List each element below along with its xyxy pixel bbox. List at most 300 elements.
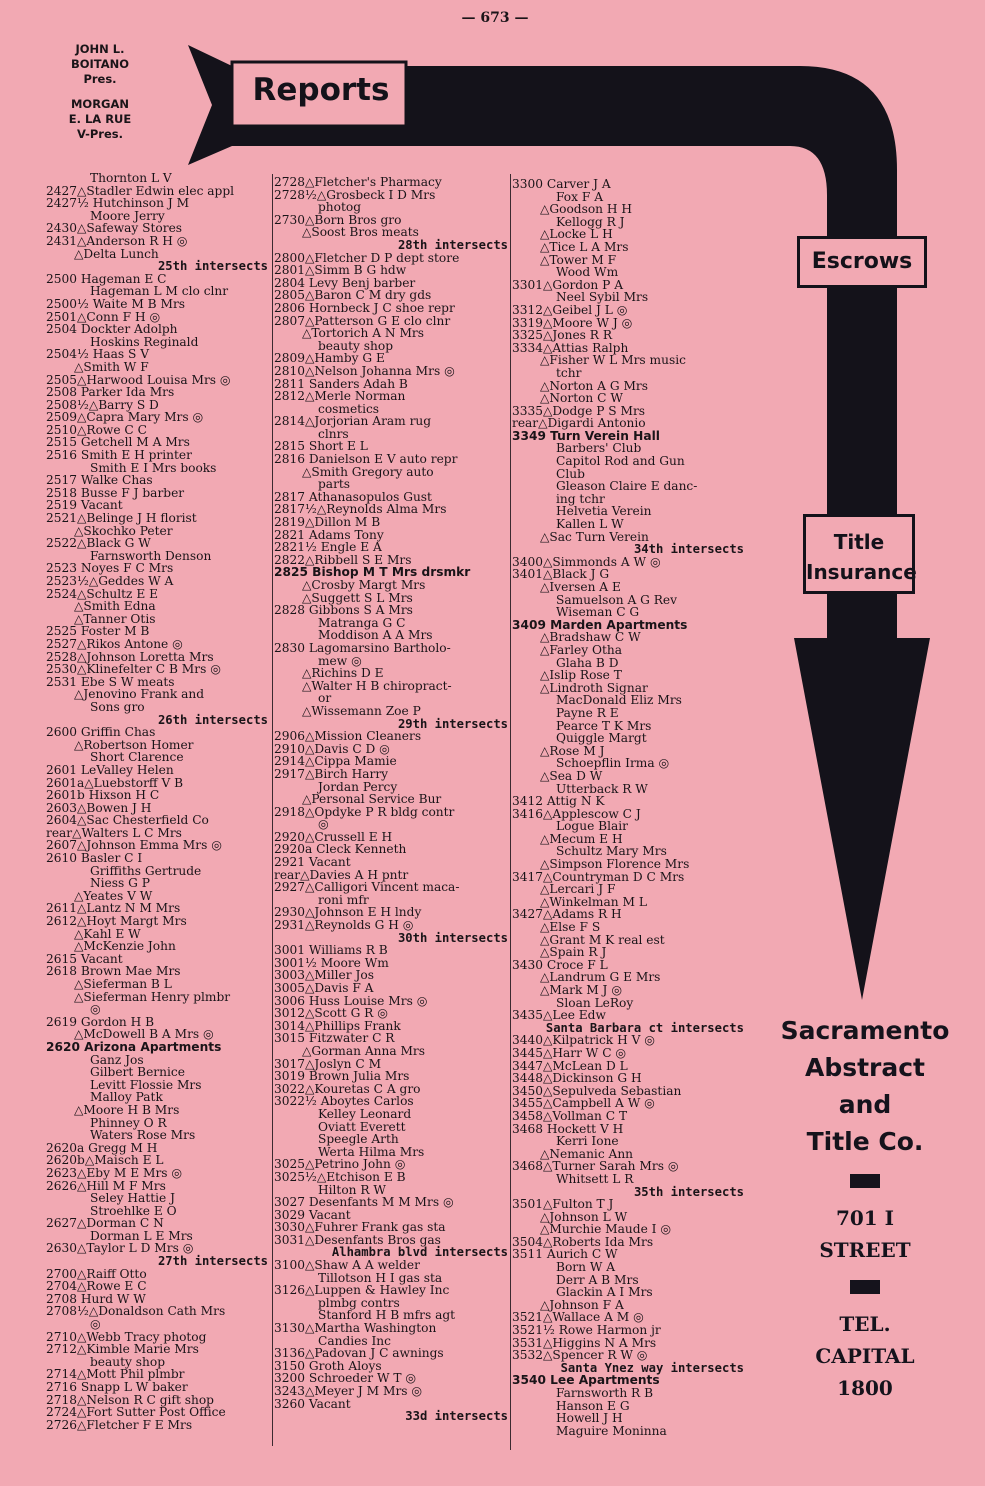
- page-number: — 673 —: [461, 10, 529, 26]
- directory-resident: Hanson E G: [556, 1398, 630, 1413]
- directory-entry: 2931△Reynolds G H ◎: [274, 918, 414, 933]
- reports-label: Reports: [252, 72, 390, 108]
- directory-resident: △McKenzie John: [74, 939, 176, 954]
- directory-entry: 2921 Vacant: [274, 855, 351, 870]
- directory-entry: 2523½△Geddes W A: [46, 574, 174, 588]
- directory-entry: 3136△Padovan J C awnings: [274, 1346, 444, 1361]
- directory-resident: parts: [318, 477, 351, 492]
- directory-entry: 2427½ Hutchinson J M: [46, 196, 190, 211]
- directory-resident: clnrs: [318, 426, 349, 441]
- directory-resident: △Smith Gregory auto: [302, 464, 434, 479]
- directory-entry: 2430△Safeway Stores: [46, 221, 183, 236]
- directory-entry: 3521△Wallace A M ◎: [512, 1310, 644, 1325]
- directory-resident: △Else F S: [540, 920, 601, 935]
- directory-resident: △Tower M F: [540, 252, 617, 267]
- company-line-2: Abstract: [804, 1053, 926, 1082]
- directory-entry: 2500 Hageman E C: [46, 271, 167, 286]
- directory-resident: Tillotson H I gas sta: [318, 1270, 443, 1285]
- vp-title: V-Pres.: [77, 127, 123, 141]
- directory-resident: photog: [318, 200, 362, 215]
- directory-entry: 2501△Conn F H ◎: [46, 309, 161, 324]
- directory-resident: △Smith W F: [74, 359, 149, 374]
- street-intersection-heading: 30th intersects: [397, 930, 508, 945]
- phone-line-2: CAPITAL: [815, 1344, 915, 1368]
- directory-entry: 2906△Mission Cleaners: [274, 729, 422, 744]
- directory-resident: tchr: [556, 365, 582, 380]
- directory-entry: 2704△Rowe E C: [46, 1279, 147, 1294]
- directory-resident: Glaha B D: [556, 655, 619, 670]
- directory-resident: △Goodson H H: [540, 202, 633, 217]
- directory-entry: 3012△Scott G R ◎: [274, 1006, 388, 1021]
- vp-name-line-2: E. LA RUE: [68, 112, 132, 126]
- directory-entry: 2509△Capra Mary Mrs ◎: [46, 410, 204, 425]
- street-intersection-heading: 28th intersects: [397, 237, 508, 252]
- directory-resident: △Fisher W L Mrs music: [540, 353, 686, 368]
- directory-entry: 2427△Stadler Edwin elec appl: [46, 183, 235, 198]
- directory-entry: 2612△Hoyt Margt Mrs: [46, 914, 187, 929]
- directory-entry: 2730△Born Bros gro: [274, 212, 402, 227]
- directory-resident: △Skochko Peter: [74, 523, 173, 538]
- directory-entry: 3521½ Rowe Harmon jr: [512, 1323, 661, 1338]
- directory-entry: 3260 Vacant: [274, 1396, 351, 1411]
- directory-entry: 3447△McLean D L: [512, 1058, 628, 1073]
- directory-entry: 3468△Turner Sarah Mrs ◎: [512, 1159, 679, 1174]
- directory-entry: 2516 Smith E H printer: [46, 448, 192, 463]
- directory-entry: 2712△Kimble Marie Mrs: [46, 1342, 199, 1357]
- directory-entry: 2917△Birch Harry: [274, 766, 389, 781]
- directory-entry: 2816 Danielson E V auto repr: [274, 452, 458, 467]
- directory-entry: 3334△Attias Ralph: [512, 340, 629, 355]
- directory-entry: 3126△Luppen & Hawley Inc: [274, 1283, 450, 1298]
- directory-resident: △Murchie Maude I ◎: [540, 1222, 671, 1237]
- directory-entry: 2830 Lagomarsino Bartholo-: [274, 640, 451, 655]
- directory-entry: 2809△Hamby G E: [274, 351, 385, 366]
- directory-resident: Moore Jerry: [90, 208, 165, 223]
- directory-resident: △Lercari J F: [540, 882, 616, 897]
- title-insurance-line-1: Title: [833, 530, 885, 554]
- directory-entry: 2817 Athanasopulos Gust: [274, 489, 432, 504]
- directory-resident: Farnsworth Denson: [90, 548, 212, 563]
- directory-resident: Farnsworth R B: [556, 1386, 654, 1400]
- directory-entry: 2620b△Maisch E L: [46, 1153, 164, 1168]
- directory-resident: Wiseman C G: [556, 605, 640, 620]
- directory-entry: 2508½△Barry S D: [46, 397, 159, 412]
- directory-entry: 3003△Miller Jos: [274, 968, 374, 983]
- directory-entry: 2521△Belinge J H florist: [46, 511, 197, 526]
- directory-entry: 3025½△Etchison E B: [274, 1169, 406, 1184]
- directory-resident: Levitt Flossie Mrs: [90, 1077, 202, 1092]
- directory-entry: 2910△Davis C D ◎: [274, 741, 390, 756]
- directory-resident: Fox F A: [556, 189, 604, 204]
- directory-resident: △Simpson Florence Mrs: [540, 857, 690, 872]
- divider-bar: [850, 1280, 880, 1294]
- directory-entry: 2805△Baron C M dry gds: [274, 288, 432, 303]
- directory-entry: 3200 Schroeder W T ◎: [274, 1371, 417, 1386]
- directory-entry: 3468 Hockett V H: [512, 1121, 624, 1136]
- directory-entry: 3417△Countryman D C Mrs: [512, 869, 685, 884]
- directory-entry: 3416△Applescow C J: [512, 806, 641, 821]
- directory-resident: △Winkelman M L: [540, 894, 647, 909]
- directory-entry: 3312△Geibel J L ◎: [512, 302, 628, 317]
- directory-entry: 3030△Fuhrer Frank gas sta: [274, 1220, 446, 1235]
- directory-entry: 2611△Lantz N M Mrs: [46, 901, 181, 916]
- directory-resident: Moddison A A Mrs: [318, 628, 433, 643]
- directory-entry: 3015 Fitzwater C R: [274, 1031, 395, 1046]
- directory-resident: Capitol Rod and Gun: [556, 454, 685, 469]
- directory-entry: 3022△Kouretas C A gro: [274, 1081, 421, 1096]
- directory-resident: cosmetics: [318, 401, 380, 416]
- directory-resident: △Yeates V W: [74, 888, 153, 903]
- directory-resident: △Walter H B chiropract-: [302, 678, 452, 693]
- directory-resident: Kellogg R J: [556, 214, 625, 229]
- directory-resident: △Grant M K real est: [540, 932, 665, 947]
- directory-entry: rear△Davies A H pntr: [274, 867, 409, 882]
- directory-resident: △Moore H B Mrs: [74, 1102, 180, 1117]
- directory-resident: △Spain R J: [540, 945, 607, 960]
- directory-entry: 2920△Crussell E H: [274, 829, 393, 844]
- directory-entry: 2822△Ribbell S E Mrs: [274, 552, 412, 567]
- directory-entry: 2601a△Luebstorff V B: [46, 775, 184, 790]
- directory-resident: Sloan LeRoy: [556, 995, 634, 1010]
- president-name-line-1: JOHN L.: [75, 42, 125, 56]
- directory-resident: Howell J H: [556, 1411, 623, 1426]
- directory-resident: Oviatt Everett: [318, 1119, 406, 1134]
- directory-resident: Griffiths Gertrude: [90, 863, 202, 878]
- title-insurance-label: [803, 514, 915, 594]
- directory-resident: Neel Sybil Mrs: [556, 290, 649, 305]
- directory-entry: 3448△Dickinson G H: [512, 1071, 642, 1086]
- directory-entry: 2728½△Grosbeck I D Mrs: [274, 187, 436, 202]
- directory-resident: △Nemanic Ann: [540, 1146, 634, 1161]
- directory-resident: △Wissemann Zoe P: [302, 703, 421, 718]
- directory-entry: 2504 Dockter Adolph: [46, 322, 178, 337]
- directory-resident: Quiggle Margt: [556, 731, 647, 746]
- directory-entry: 2531 Ebe S W meats: [46, 674, 175, 689]
- directory-resident: Waters Rose Mrs: [90, 1128, 196, 1143]
- directory-entry: 3435△Lee Edw: [512, 1008, 606, 1023]
- address-line-1: 701 I: [835, 1206, 895, 1230]
- directory-entry: 2920a Cleck Kenneth: [274, 842, 407, 857]
- directory-entry: 2800△Fletcher D P dept store: [274, 250, 460, 265]
- directory-entry: 2527△Rikos Antone ◎: [46, 636, 183, 651]
- directory-entry: 3017△Joslyn C M: [274, 1056, 382, 1071]
- directory-entry: 3325△Jones R R: [512, 328, 613, 343]
- directory-resident: beauty shop: [90, 1354, 166, 1369]
- directory-entry: 3150 Groth Aloys: [274, 1358, 382, 1373]
- directory-entry: 3005△Davis F A: [274, 981, 374, 995]
- directory-entry: rear△Digardi Antonio: [512, 416, 646, 431]
- directory-entry: 3301△Gordon P A: [512, 277, 624, 292]
- directory-entry: 2530△Klinefelter C B Mrs ◎: [46, 662, 221, 677]
- directory-resident: △Iversen A E: [540, 580, 621, 594]
- directory-resident: Derr A B Mrs: [556, 1272, 639, 1287]
- directory-entry: 3019 Brown Julia Mrs: [274, 1069, 410, 1084]
- directory-resident: Short Clarence: [90, 750, 184, 765]
- directory-resident: Speegle Arth: [318, 1132, 399, 1147]
- directory-resident: △Soost Bros meats: [302, 225, 419, 240]
- directory-resident: △Personal Service Bur: [302, 792, 442, 807]
- directory-entry: 3335△Dodge P S Mrs: [512, 403, 646, 418]
- directory-resident: Schoepflin Irma ◎: [556, 756, 670, 771]
- directory-entry: 2522△Black G W: [46, 536, 151, 551]
- directory-entry: 2626△Hill M F Mrs: [46, 1178, 166, 1193]
- directory-entry: 2601 LeValley Helen: [46, 762, 174, 777]
- directory-entry: 2804 Levy Benj barber: [274, 275, 416, 290]
- company-line-4: Title Co.: [806, 1127, 924, 1156]
- directory-entry: 3400△Simmonds A W ◎: [512, 554, 661, 569]
- directory-resident: roni mfr: [318, 892, 369, 907]
- directory-resident: △Richins D E: [302, 666, 384, 681]
- president-name-line-2: BOITANO: [70, 57, 130, 71]
- directory-entry: 2518 Busse F J barber: [46, 485, 185, 500]
- directory-entry: 2627△Dorman C N: [46, 1216, 164, 1231]
- vp-name-line-1: MORGAN: [70, 97, 130, 111]
- directory-entry: 2819△Dillon M B: [274, 515, 381, 530]
- directory-resident: Schultz Mary Mrs: [556, 844, 667, 859]
- directory-entry: 2500½ Waite M B Mrs: [46, 296, 186, 311]
- directory-entry: 2728△Fletcher's Pharmacy: [274, 175, 442, 189]
- directory-resident: Gleason Claire E danc-: [556, 479, 698, 494]
- directory-entry: 3006 Huss Louise Mrs ◎: [274, 993, 428, 1008]
- company-block: [765, 1012, 965, 1404]
- directory-entry: 2618 Brown Mae Mrs: [46, 964, 181, 979]
- directory-entry: 2517 Walke Chas: [46, 473, 153, 488]
- directory-entry: 3025△Petrino John ◎: [274, 1157, 406, 1172]
- column-rule: [272, 174, 273, 1446]
- directory-resident: △Tortorich A N Mrs: [302, 326, 424, 341]
- directory-resident: Glackin A I Mrs: [556, 1285, 653, 1300]
- phone-line-3: 1800: [837, 1376, 893, 1400]
- directory-resident: △Kahl E W: [74, 926, 141, 941]
- divider-bar: [850, 1174, 880, 1188]
- directory-resident: △Norton C W: [540, 391, 623, 406]
- directory-entry: 3412 Attig N K: [512, 794, 605, 809]
- directory-resident: △Islip Rose T: [540, 668, 622, 683]
- directory-entry: 3001 Williams R B: [274, 943, 388, 958]
- directory-resident: △Delta Lunch: [74, 246, 159, 261]
- directory-entry: 2528△Johnson Loretta Mrs: [46, 649, 214, 664]
- directory-building-entry: 3349 Turn Verein Hall: [512, 428, 660, 443]
- directory-resident: △Sieferman Henry plmbr: [74, 989, 231, 1004]
- directory-resident: △Johnson L W: [540, 1209, 628, 1224]
- directory-resident: Hageman L M clo clnr: [90, 284, 229, 299]
- directory-resident: Gilbert Bernice: [90, 1065, 185, 1080]
- directory-resident: Helvetia Verein: [556, 504, 652, 519]
- directory-resident: Maguire Moninna: [556, 1423, 667, 1438]
- directory-resident: Born W A: [556, 1260, 616, 1275]
- directory-entry: 2630△Taylor L D Mrs ◎: [46, 1241, 194, 1256]
- directory-entry: 2714△Mott Phil plmbr: [46, 1367, 185, 1382]
- directory-resident: Samuelson A G Rev: [556, 592, 678, 607]
- directory-entry: 2504½ Haas S V: [46, 347, 150, 362]
- directory-entry: 2431△Anderson R H ◎: [46, 233, 188, 248]
- directory-entry: 3001½ Moore Wm: [274, 955, 389, 970]
- directory-entry: 3029 Vacant: [274, 1207, 351, 1222]
- directory-entry: 2718△Nelson R C gift shop: [46, 1392, 214, 1407]
- street-intersection-heading: 33d intersects: [405, 1409, 508, 1424]
- directory-resident: Utterback R W: [556, 781, 648, 796]
- directory-resident: Dorman L E Mrs: [90, 1228, 193, 1243]
- directory-resident: Hilton R W: [318, 1182, 386, 1197]
- directory-resident: △Suggett S L Mrs: [302, 590, 413, 605]
- directory-entry: 2524△Schultz E E: [46, 586, 159, 601]
- directory-entry: 2806 Hornbeck J C shoe repr: [274, 300, 455, 315]
- street-intersection-heading: 25th intersects: [157, 259, 268, 274]
- directory-resident: Pearce T K Mrs: [556, 718, 652, 733]
- directory-entry: 3511 Aurich C W: [512, 1247, 618, 1262]
- directory-entry: 2620a Gregg M H: [46, 1140, 158, 1155]
- directory-building-entry: 3540 Lee Apartments: [512, 1373, 660, 1388]
- directory-entry: rear△Walters L C Mrs: [46, 825, 182, 840]
- directory-entry: 2810△Nelson Johanna Mrs ◎: [274, 363, 455, 378]
- directory-resident: △Lindroth Signar: [540, 680, 648, 695]
- directory-entry: 3427△Adams R H: [512, 907, 622, 922]
- directory-resident: △Norton A G Mrs: [540, 378, 649, 393]
- directory-resident: Niess G P: [90, 876, 150, 891]
- directory-entry: 3300 Carver J A: [512, 177, 611, 191]
- street-intersection-heading: Santa Ynez way intersects: [560, 1360, 744, 1375]
- directory-resident: Payne R E: [556, 705, 619, 720]
- directory-resident: △Locke L H: [540, 227, 613, 242]
- street-intersection-heading: Santa Barbara ct intersects: [545, 1020, 744, 1035]
- directory-resident: △Tice L A Mrs: [540, 239, 629, 254]
- directory-resident: Stanford H B mfrs agt: [318, 1308, 456, 1323]
- directory-entry: 3532△Spencer R W ◎: [512, 1348, 648, 1363]
- directory-resident: Phinney O R: [90, 1115, 167, 1130]
- directory-entry: 3401△Black J G: [512, 567, 610, 582]
- directory-resident: Stroehlke E O: [90, 1203, 177, 1218]
- directory-resident: Thornton L V: [90, 171, 172, 185]
- phone-line-1: TEL.: [839, 1312, 891, 1336]
- directory-resident: beauty shop: [318, 338, 394, 353]
- directory-resident: ◎: [318, 817, 329, 832]
- president-title: Pres.: [83, 72, 117, 86]
- directory-entry: 2601b Hixson H C: [46, 788, 160, 803]
- directory-resident: Kelley Leonard: [318, 1106, 412, 1121]
- address-line-2: STREET: [819, 1238, 911, 1262]
- street-intersection-heading: 29th intersects: [397, 716, 508, 731]
- directory-entry: 3243△Meyer J M Mrs ◎: [274, 1384, 423, 1398]
- directory-entry: 2724△Fort Sutter Post Office: [46, 1405, 226, 1420]
- directory-resident: Ganz Jos: [90, 1052, 144, 1067]
- directory-entry: 2930△Johnson E H lndy: [274, 905, 422, 920]
- directory-resident: △Smith Edna: [74, 599, 156, 614]
- directory-resident: △Mark M J ◎: [540, 983, 622, 997]
- directory-entry: 3458△Vollman C T: [512, 1108, 628, 1123]
- directory-entry: 3445△Harr W C ◎: [512, 1045, 627, 1060]
- street-intersection-heading: 26th intersects: [157, 712, 268, 727]
- directory-resident: Candies Inc: [318, 1333, 391, 1348]
- directory-resident: △Jenovino Frank and: [74, 687, 205, 702]
- directory-resident: MacDonald Eliz Mrs: [556, 693, 682, 708]
- directory-entry: 3430 Croce F L: [512, 957, 608, 972]
- street-intersection-heading: 35th intersects: [633, 1184, 744, 1199]
- directory-entry: 2515 Getchell M A Mrs: [46, 435, 190, 450]
- directory-resident: △McDowell B A Mrs ◎: [74, 1027, 214, 1042]
- directory-resident: Club: [556, 466, 585, 481]
- directory-entry: 2708 Hurd W W: [46, 1291, 146, 1306]
- directory-entry: 2525 Foster M B: [46, 624, 150, 639]
- directory-entry: 2828 Gibbons S A Mrs: [274, 603, 413, 618]
- directory-resident: Smith E I Mrs books: [90, 460, 217, 475]
- directory-resident: △Rose M J: [540, 743, 605, 758]
- directory-entry: 2615 Vacant: [46, 951, 123, 966]
- street-intersection-heading: 34th intersects: [633, 542, 744, 557]
- title-insurance-line-2: Insurance: [806, 560, 917, 584]
- directory-entry: 2927△Calligori Vincent maca-: [274, 880, 460, 895]
- directory-resident: △Crosby Margt Mrs: [302, 578, 426, 592]
- directory-entry: 3501△Fulton T J: [512, 1197, 614, 1212]
- directory-entry: 2801△Simm B G hdw: [274, 263, 407, 278]
- directory-entry: 3455△Campbell A W ◎: [512, 1096, 655, 1111]
- directory-entry: 2710△Webb Tracy photog: [46, 1329, 207, 1344]
- directory-entry: 2519 Vacant: [46, 498, 123, 513]
- directory-entry: 2811 Sanders Adah B: [274, 376, 408, 391]
- directory-entry: 2607△Johnson Emma Mrs ◎: [46, 838, 222, 853]
- directory-entry: 3100△Shaw A A welder: [274, 1258, 420, 1273]
- directory-entry: 3130△Martha Washington: [274, 1321, 437, 1336]
- directory-resident: △Landrum G E Mrs: [540, 970, 661, 985]
- directory-building-entry: 2825 Bishop M T Mrs drsmkr: [274, 565, 471, 580]
- street-intersection-heading: Alhambra blvd intersects: [331, 1245, 508, 1260]
- directory-entry: 2716 Snapp L W baker: [46, 1380, 188, 1394]
- directory-resident: Logue Blair: [556, 819, 629, 834]
- directory-resident: Wood Wm: [556, 265, 619, 280]
- directory-entry: 2807△Patterson G E clo clnr: [274, 313, 451, 328]
- escrows-label: Escrows: [797, 236, 927, 288]
- directory-entry: 3450△Sepulveda Sebastian: [512, 1083, 682, 1098]
- directory-column-3: [512, 178, 748, 1437]
- directory-resident: △Sieferman B L: [74, 977, 172, 991]
- directory-resident: Hoskins Reginald: [90, 334, 199, 349]
- directory-entry: 3531△Higgins N A Mrs: [512, 1335, 657, 1350]
- directory-entry: 3031△Desenfants Bros gas: [274, 1232, 441, 1247]
- directory-entry: 2821½ Engle E A: [274, 540, 382, 555]
- company-line-3: and: [838, 1090, 892, 1119]
- directory-entry: 3440△Kilpatrick H V ◎: [512, 1033, 655, 1048]
- directory-resident: Jordan Percy: [318, 779, 398, 794]
- directory-resident: △Sea D W: [540, 768, 603, 783]
- directory-resident: △Tanner Otis: [74, 611, 156, 626]
- directory-resident: ◎: [90, 1002, 101, 1017]
- directory-entry: 2812△Merle Norman: [274, 389, 406, 404]
- directory-resident: plmbg contrs: [318, 1295, 400, 1310]
- directory-resident: ing tchr: [556, 491, 605, 506]
- directory-resident: △Sac Turn Verein: [540, 529, 649, 544]
- directory-entry: 2505△Harwood Louisa Mrs ◎: [46, 372, 231, 387]
- directory-entry: 2508 Parker Ida Mrs: [46, 385, 175, 400]
- directory-entry: 2821 Adams Tony: [274, 527, 384, 542]
- directory-resident: Sons gro: [90, 699, 145, 714]
- directory-resident: △Mecum E H: [540, 831, 623, 846]
- directory-entry: 3504△Roberts Ida Mrs: [512, 1234, 654, 1249]
- directory-resident: or: [318, 691, 332, 706]
- directory-resident: Kerri Ione: [556, 1134, 619, 1149]
- directory-column-2: [274, 176, 512, 1423]
- directory-resident: Barbers' Club: [556, 441, 642, 456]
- directory-building-entry: 2620 Arizona Apartments: [46, 1039, 222, 1054]
- directory-entry: 3027 Desenfants M M Mrs ◎: [274, 1195, 454, 1210]
- directory-column-1: [46, 172, 272, 1431]
- directory-entry: 2510△Rowe C C: [46, 422, 147, 437]
- directory-entry: 3014△Phillips Frank: [274, 1018, 401, 1033]
- directory-resident: Malloy Patk: [90, 1090, 163, 1105]
- directory-entry: 2523 Noyes F C Mrs: [46, 561, 174, 576]
- directory-entry: 2619 Gordon H B: [46, 1014, 155, 1029]
- directory-resident: ◎: [90, 1317, 101, 1332]
- directory-resident: △Bradshaw C W: [540, 630, 641, 645]
- directory-resident: Kallen L W: [556, 517, 624, 532]
